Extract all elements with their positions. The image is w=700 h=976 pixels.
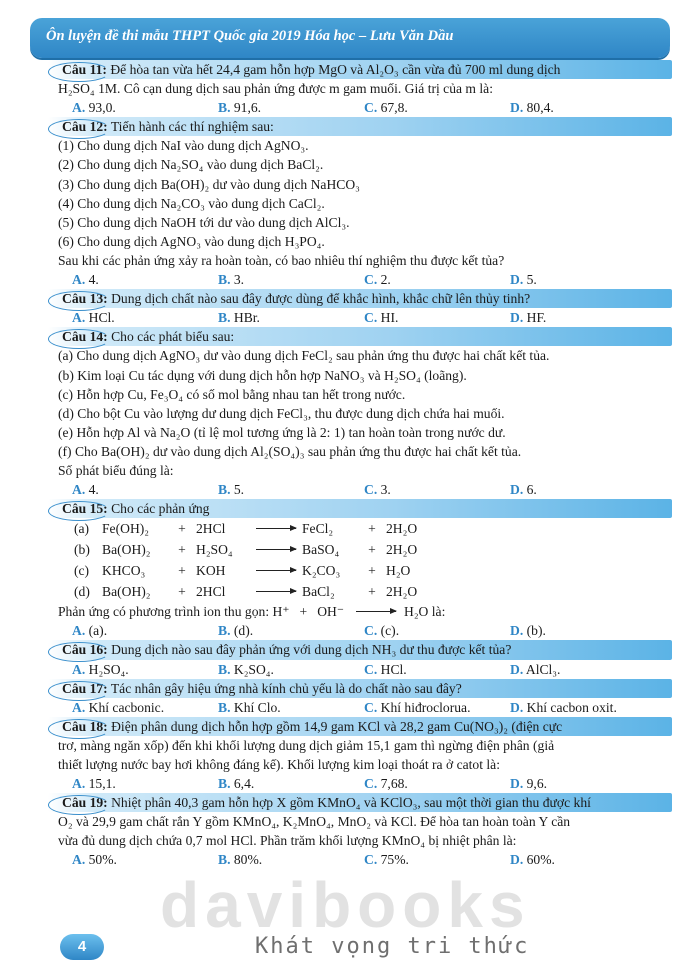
question-17-text: Tác nhân gây hiệu ứng nhà kính chủ yếu là do chất nào sau đây? <box>110 680 462 696</box>
option-c: C. 2. <box>364 272 391 288</box>
question-14-label: Câu 14: <box>62 329 108 345</box>
option-c: C. 7,68. <box>364 776 408 792</box>
option-a: A. HCl. <box>72 310 115 326</box>
reaction-a: (a) Fe(OH)₂ + 2HCl FeCl₂ + 2H₂O <box>74 521 418 537</box>
question-19-text-2: O₂ và 29,9 gam chất rắn Y gồm KMnO₄, K₂MnO₄, MnO₂ và KCl. Để hòa tan hoàn toàn Y cần <box>58 814 571 830</box>
question-18-text: Điện phân dung dịch hỗn hợp gồm 14,9 gam KCl và 28,2 gam Cu(NO₃)₂ (điện cực <box>111 718 563 734</box>
reaction-arrow-icon <box>256 591 296 592</box>
reaction-d: (d) Ba(OH)₂ + 2HCl BaCl₂ + 2H₂O <box>74 584 418 600</box>
question-14-header <box>48 327 672 346</box>
question-11-options <box>58 98 658 117</box>
page-header <box>30 18 670 58</box>
option-a: A. 4. <box>72 272 99 288</box>
option-b: B. (d). <box>218 623 254 639</box>
question-18-text-2: trơ, màng ngăn xốp) đến khi khối lượng dung dịch giảm 15,1 gam thì ngừng điện phân (giả <box>58 737 555 753</box>
option-b: B. 80%. <box>218 852 263 868</box>
watermark-tagline: Khát vọng tri thức <box>255 934 530 959</box>
question-12-line: Sau khi các phản ứng xảy ra hoàn toàn, có bao nhiêu thí nghiệm thu được kết tủa? <box>58 252 505 268</box>
option-c: C. 75%. <box>364 852 409 868</box>
option-c: C. 67,8. <box>364 100 408 116</box>
reaction-b: (b) Ba(OH)₂ + H₂SO₄ BaSO₄ + 2H₂O <box>74 542 418 558</box>
option-d: D. AlCl₃. <box>510 661 561 677</box>
question-19-options <box>58 850 658 869</box>
header-title: Ôn luyện đề thi mẫu THPT Quốc gia 2019 Hóa học – Lưu Văn Dầu <box>46 28 454 44</box>
question-12-line: (4) Cho dung dịch Na₂CO₃ vào dung dịch CaCl₂. <box>58 195 325 211</box>
option-a: A. 15,1. <box>72 776 116 792</box>
question-14-line: Số phát biểu đúng là: <box>58 462 174 478</box>
question-18-options <box>58 774 658 793</box>
question-15-options <box>58 621 658 640</box>
reaction-arrow-icon <box>256 570 296 571</box>
option-a: A. H₂SO₄. <box>72 661 129 677</box>
question-15-header <box>48 499 672 518</box>
question-14-line: (d) Cho bột Cu vào lượng dư dung dịch FeCl₃, thu được dung dịch chứa hai muối. <box>58 405 505 421</box>
option-b: B. 91,6. <box>218 100 262 116</box>
option-c: C. 3. <box>364 482 391 498</box>
option-d: D. (b). <box>510 623 546 639</box>
question-11-header <box>48 60 672 79</box>
question-16-header <box>48 640 672 659</box>
question-13-header <box>48 289 672 308</box>
option-c: C. Khí hiđroclorua. <box>364 699 471 715</box>
option-b: B. Khí Clo. <box>218 699 281 715</box>
question-12-line: (2) Cho dung dịch Na₂SO₄ vào dung dịch BaCl₂. <box>58 157 324 173</box>
option-a: A. 50%. <box>72 852 117 868</box>
question-15-text: Cho các phản ứng <box>111 501 210 517</box>
option-d: D. 60%. <box>510 852 555 868</box>
reaction-arrow-icon <box>256 549 296 550</box>
page-number: 4 <box>60 934 104 960</box>
question-11-label: Câu 11: <box>62 62 107 77</box>
option-c: C. (c). <box>364 623 400 639</box>
option-a: A. Khí cacbonic. <box>72 699 165 715</box>
question-18-text-3: thiết lượng nước bay hơi không đáng kể). Khối lượng kim loại thoát ra ở catot là: <box>58 757 500 772</box>
option-d: D. Khí cacbon oxit. <box>510 699 617 715</box>
option-d: D. 6. <box>510 482 537 498</box>
option-d: D. HF. <box>510 310 547 326</box>
question-16-label: Câu 16: <box>62 642 108 658</box>
question-12-line: (5) Cho dung dịch NaOH tới dư vào dung dịch AlCl₃. <box>58 214 350 230</box>
question-11-text: Để hòa tan vừa hết 24,4 gam hỗn hợp MgO và Al₂O₃ cần vừa đủ 700 ml dung dịch <box>110 62 561 77</box>
question-13-text: Dung dịch chất nào sau đây được dùng để khắc hình, khắc chữ lên thủy tinh? <box>111 291 531 307</box>
option-b: B. K₂SO₄. <box>218 661 274 677</box>
option-b: B. 6,4. <box>218 776 255 792</box>
question-14-line: (e) Hỗn hợp Al và Na₂O (tỉ lệ mol tương ứng là 2: 1) tan hoàn toàn trong nước dư. <box>58 424 506 440</box>
question-15-label: Câu 15: <box>62 501 108 517</box>
question-17-header <box>48 679 672 698</box>
question-14-line: (f) Cho Ba(OH)₂ dư vào dung dịch Al₂(SO₄)₃ sau phản ứng thu được hai chất kết tủa. <box>58 443 522 459</box>
question-12-header <box>48 117 672 136</box>
question-14-line: (c) Hỗn hợp Cu, Fe₃O₄ có số mol bằng nhau tan hết trong nước. <box>58 386 406 402</box>
reaction-arrow-icon <box>356 611 396 612</box>
question-14-line: (a) Cho dung dịch AgNO₃ dư vào dung dịch FeCl₂ sau phản ứng thu được hai chất kết tủa. <box>58 348 550 364</box>
question-list <box>58 60 658 870</box>
question-11-text-2: H₂SO₄ 1M. Cô cạn dung dịch sau phản ứng được m gam muối. Giá trị của m là: <box>58 81 493 97</box>
option-a: A. 4. <box>72 482 99 498</box>
reaction-arrow-icon <box>256 528 296 529</box>
question-18-label: Câu 18: <box>62 718 108 734</box>
ionic-equation: Phản ứng có phương trình ion thu gọn: H⁺ + OH⁻ H₂O là: <box>58 604 446 620</box>
option-c: C. HI. <box>364 310 399 326</box>
question-19-label: Câu 19: <box>62 795 108 811</box>
watermark-brand: davibooks <box>160 869 531 941</box>
question-19-text-3: vừa đủ dung dịch chứa 0,7 mol HCl. Phần trăm khối lượng KMnO₄ bị nhiệt phân là: <box>58 833 517 849</box>
question-17-label: Câu 17: <box>62 680 108 696</box>
question-12-text: Tiến hành các thí nghiệm sau: <box>110 119 274 135</box>
option-a: A. (a). <box>72 623 108 639</box>
question-17-options <box>58 698 658 717</box>
option-a: A. 93,0. <box>72 100 116 116</box>
question-19-header <box>48 793 672 812</box>
question-13-options <box>58 308 658 327</box>
question-12-label: Câu 12: <box>62 119 108 135</box>
option-d: D. 9,6. <box>510 776 548 792</box>
reaction-c: (c) KHCO₃ + KOH K₂CO₃ + H₂O <box>74 563 411 579</box>
question-12-line: (3) Cho dung dịch Ba(OH)₂ dư vào dung dịch NaHCO₃ <box>58 176 360 192</box>
option-b: B. 5. <box>218 482 245 498</box>
question-12-line: (1) Cho dung dịch NaI vào dung dịch AgNO₃. <box>58 138 309 154</box>
option-d: D. 80,4. <box>510 100 554 116</box>
question-18-header <box>48 717 672 736</box>
option-d: D. 5. <box>510 272 537 288</box>
question-16-text: Dung dịch nào sau đây phản ứng với dung dịch NH₃ dư thu được kết tủa? <box>111 642 512 658</box>
question-14-text: Cho các phát biểu sau: <box>111 329 235 345</box>
question-14-line: (b) Kim loại Cu tác dụng với dung dịch hỗn hợp NaNO₃ và H₂SO₄ (loãng). <box>58 367 467 383</box>
option-b: B. HBr. <box>218 310 260 326</box>
question-19-text: Nhiệt phân 40,3 gam hỗn hợp X gồm KMnO₄ và KClO₃, sau một thời gian thu được khí <box>111 795 591 811</box>
question-12-line: (6) Cho dung dịch AgNO₃ vào dung dịch H₃PO₄. <box>58 233 325 249</box>
question-12-options <box>58 270 658 289</box>
question-16-options <box>58 660 658 679</box>
option-c: C. HCl. <box>364 661 407 677</box>
question-14-options <box>58 480 658 499</box>
option-b: B. 3. <box>218 272 245 288</box>
question-13-label: Câu 13: <box>62 291 108 307</box>
